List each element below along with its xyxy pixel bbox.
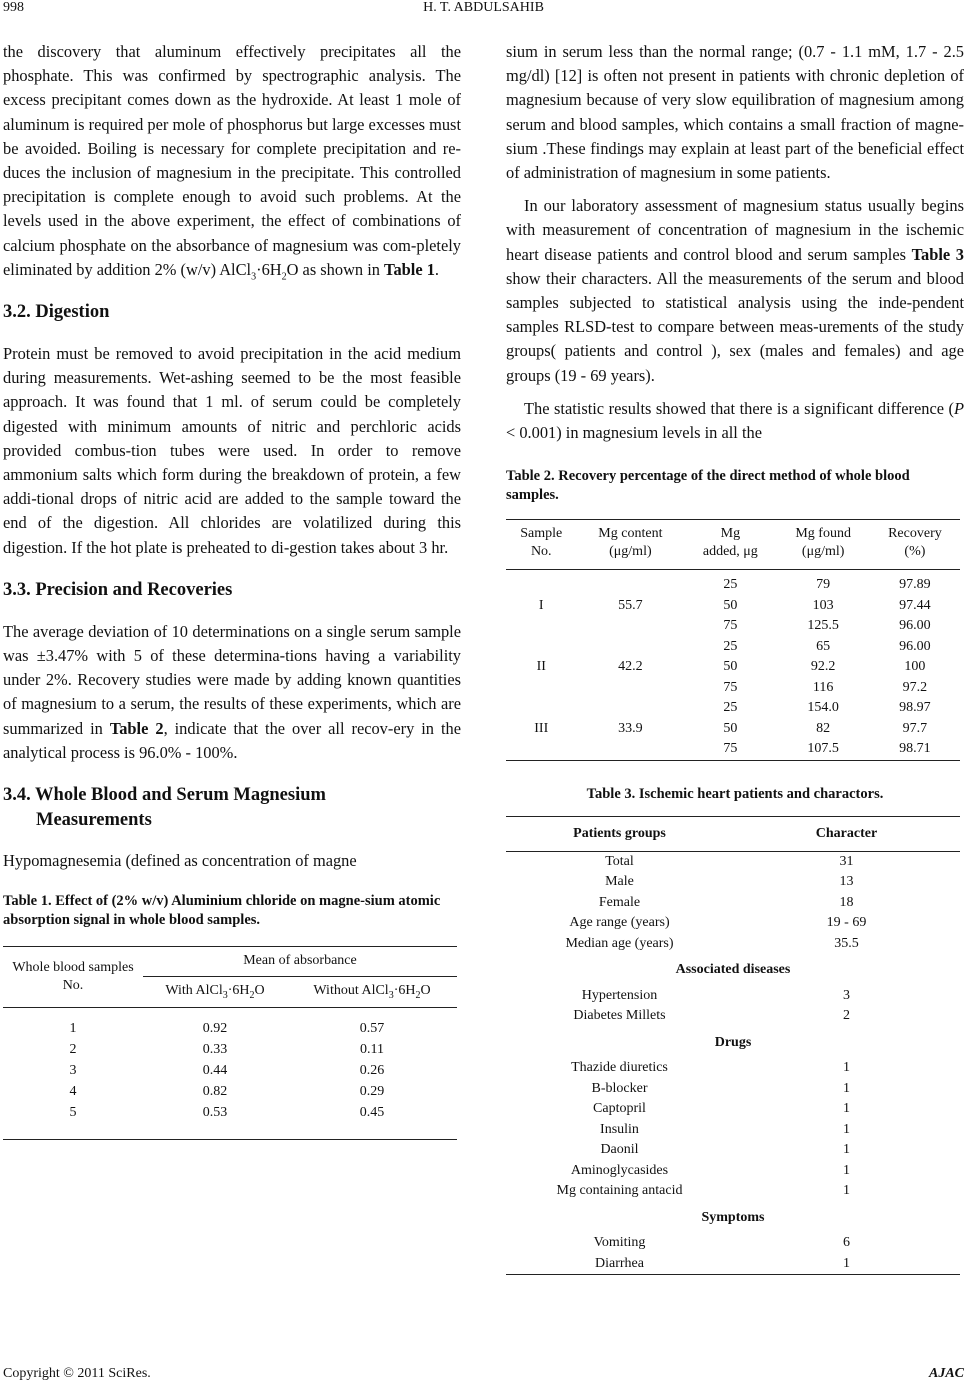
table-row: B-blocker 1 xyxy=(591,1080,850,1096)
table-row: 50 82 97.7 xyxy=(723,720,928,736)
table-row: 75 116 97.2 xyxy=(723,679,928,695)
page-header xyxy=(0,0,967,22)
section-heading: 3.2. Digestion xyxy=(3,302,110,323)
column-header: Character xyxy=(815,825,878,841)
table-caption: Table 2. Recovery percentage of the direct method of whole blood samples. xyxy=(506,468,910,504)
table-ref: Table 2 xyxy=(109,718,164,738)
table-row: Total 31 xyxy=(605,853,854,869)
column-header: Mg content (μg/ml) xyxy=(598,526,663,560)
table-row: 50 92.2 100 xyxy=(723,659,926,675)
column-header: Sample No. xyxy=(520,526,563,560)
section-row: Symptoms xyxy=(701,1209,765,1225)
table-2 xyxy=(506,467,964,761)
table-row: 50 103 97.44 xyxy=(723,597,931,613)
table-row: Mg containing antacid 1 xyxy=(556,1183,850,1199)
table-ref: Table 3 xyxy=(911,244,964,264)
left-column xyxy=(3,40,461,1140)
paragraph: In our laboratory assessment of magnesium status usually begins with measurement of concentration of magnesium in the ischemic heart disease patients and control blood and serum samples Table 3 show their characters. All the measurements of the serum and blood samples subjected to statistical analysis using the inde-pendent samples RLSD-test to compare between meas-urements of the study groups( patients and control ), sex (males and females) and age groups (19 - 69 years). xyxy=(506,196,964,385)
table-row: I 55.7 25 79 97.89 xyxy=(538,577,931,613)
table-row: Daonil 1 xyxy=(600,1142,850,1158)
journal-name: AJAC xyxy=(928,1366,964,1381)
copyright: Copyright © 2011 SciRes. xyxy=(3,1366,151,1381)
table-row: III 33.9 25 154.0 98.97 xyxy=(534,700,931,736)
table-row: Insulin 1 xyxy=(600,1121,850,1137)
paragraph: The statistic results showed that there is a significant difference (P < 0.001) in magnesium levels in all the xyxy=(506,398,964,443)
table-row: Female 18 xyxy=(598,894,854,910)
table-caption: Table 3. Ischemic heart patients and charactors. xyxy=(586,785,884,802)
table-row: 75 125.5 96.00 xyxy=(723,618,931,634)
table-row: Thazide diuretics 1 xyxy=(571,1060,850,1076)
table-3 xyxy=(506,785,964,1276)
table-row: Captopril 1 xyxy=(593,1101,850,1117)
page-number: 998 xyxy=(3,0,24,15)
paragraph: Protein must be removed to avoid precipitation in the acid medium during measurements. Wet-ashing seemed to be the most feasible approach. It was found that 1 ml. of serum could be completely digested with minimum amounts of nitric and perchloric acids provided combus-tion tubes were used. In order to remove ammonium salts which form during the breakdown of protein, a few addi-tional drops of nitric acid are added to the sample toward the end of the digestion. All chlorides are volatilized during this digestion. If the hot plate is preheated to di-gestion takes about 3 hr. xyxy=(3,344,461,557)
section-row: Associated diseases xyxy=(675,962,791,978)
table-1 xyxy=(3,892,461,1140)
section-row: Drugs xyxy=(714,1034,752,1050)
table-row: II 42.2 25 65 96.00 xyxy=(536,638,931,675)
column-header: Without $AlCl_3\cdot 6H_2O$ xyxy=(287,977,457,1008)
table-row: Median age (years) 35.5 xyxy=(565,935,859,951)
section-heading: 3.3. Precision and Recoveries xyxy=(3,579,233,600)
table-row: 75 107.5 98.71 xyxy=(723,741,931,757)
paragraph: Hypomagnesemia (defined as concentration of magne xyxy=(3,851,357,871)
table-ref: Table 1 xyxy=(384,259,435,279)
paragraph: the discovery that aluminum effectively precipitates all the phosphate. This was confirmed by spectrographic analysis. The excess precipitant comes down as the hydroxide. At least 1 mole of aluminum is required per mole of phosphorus but large excesses must be avoided. Boiling is necessary for complete precipitation and re-duces the inclusion of magnesium in the precipitate. This controlled precipitation is complete enough to avoid such problems. At the levels used in the above experiment, the effect of combinations of calcium phosphate on the absorbance of magnesium was com-pletely eliminated by addition 2% (w/v) $AlCl_3\cdot 6H_2O$ as shown in Table 1. xyxy=(3,42,461,283)
section-heading: 3.4. Whole Blood and Serum Magnesium Measurements xyxy=(3,785,326,831)
column-header: Mg found (μg/ml) xyxy=(795,526,851,560)
table-row: 5 0.53 0.45 xyxy=(69,1105,385,1121)
column-header: Mg added, μg xyxy=(702,526,758,560)
table-row: 1 0.92 0.57 xyxy=(69,1021,385,1037)
column-header: With $AlCl_3\cdot 6H_2O$ xyxy=(143,977,287,1008)
table-row: Age range (years) 19 - 69 xyxy=(569,915,867,931)
column-group-header: Mean of absorbance xyxy=(143,947,457,977)
running-author: H. T. ABDULSAHIB xyxy=(423,0,544,15)
table-row: 4 0.82 0.29 xyxy=(69,1084,385,1100)
table-row: Aminoglycasides 1 xyxy=(570,1162,850,1178)
table-row: Male 13 xyxy=(605,874,854,890)
table-row: 3 0.44 0.26 xyxy=(69,1063,385,1079)
table-row: Hypertension 3 xyxy=(581,987,850,1003)
table-row: 2 0.33 0.11 xyxy=(69,1042,384,1058)
column-header: Recovery (%) xyxy=(888,526,942,560)
right-column xyxy=(506,40,964,1275)
paragraph: sium in serum less than the normal range; (0.7 - 1.1 mM, 1.7 - 2.5 mg/dl) [12] is often not present in patients with chronic depletion of magnesium because of very slow equilibration of magnesium among serum and blood samples, which contains a small fraction of magne-sium .These findings may explain at least part of the beneficial effect of administration of magnesium in some patients. xyxy=(506,42,964,183)
column-header: Whole blood samples No. xyxy=(3,947,143,1008)
paragraph: The average deviation of 10 determinations on a single serum sample was ±3.47% with 5 of these determina-tions having a variability under 2%. Recovery studies were made by adding known quantities of magnesium to a serum, the results of these experiments, which are summarized in Table 2, indicate that the over all recov-ery in the analytical process is 96.0% - 100%. xyxy=(3,621,461,762)
table-row: Diarrhea 1 xyxy=(595,1255,850,1271)
table-caption: Table 1. Effect of (2% w/v) Aluminium chloride on magne-sium atomic absorption signal in whole blood samples. xyxy=(3,893,441,929)
column-header: Patients groups xyxy=(573,825,666,841)
table-row: Vomiting 6 xyxy=(593,1235,850,1251)
table-row: Diabetes Millets 2 xyxy=(573,1008,850,1024)
